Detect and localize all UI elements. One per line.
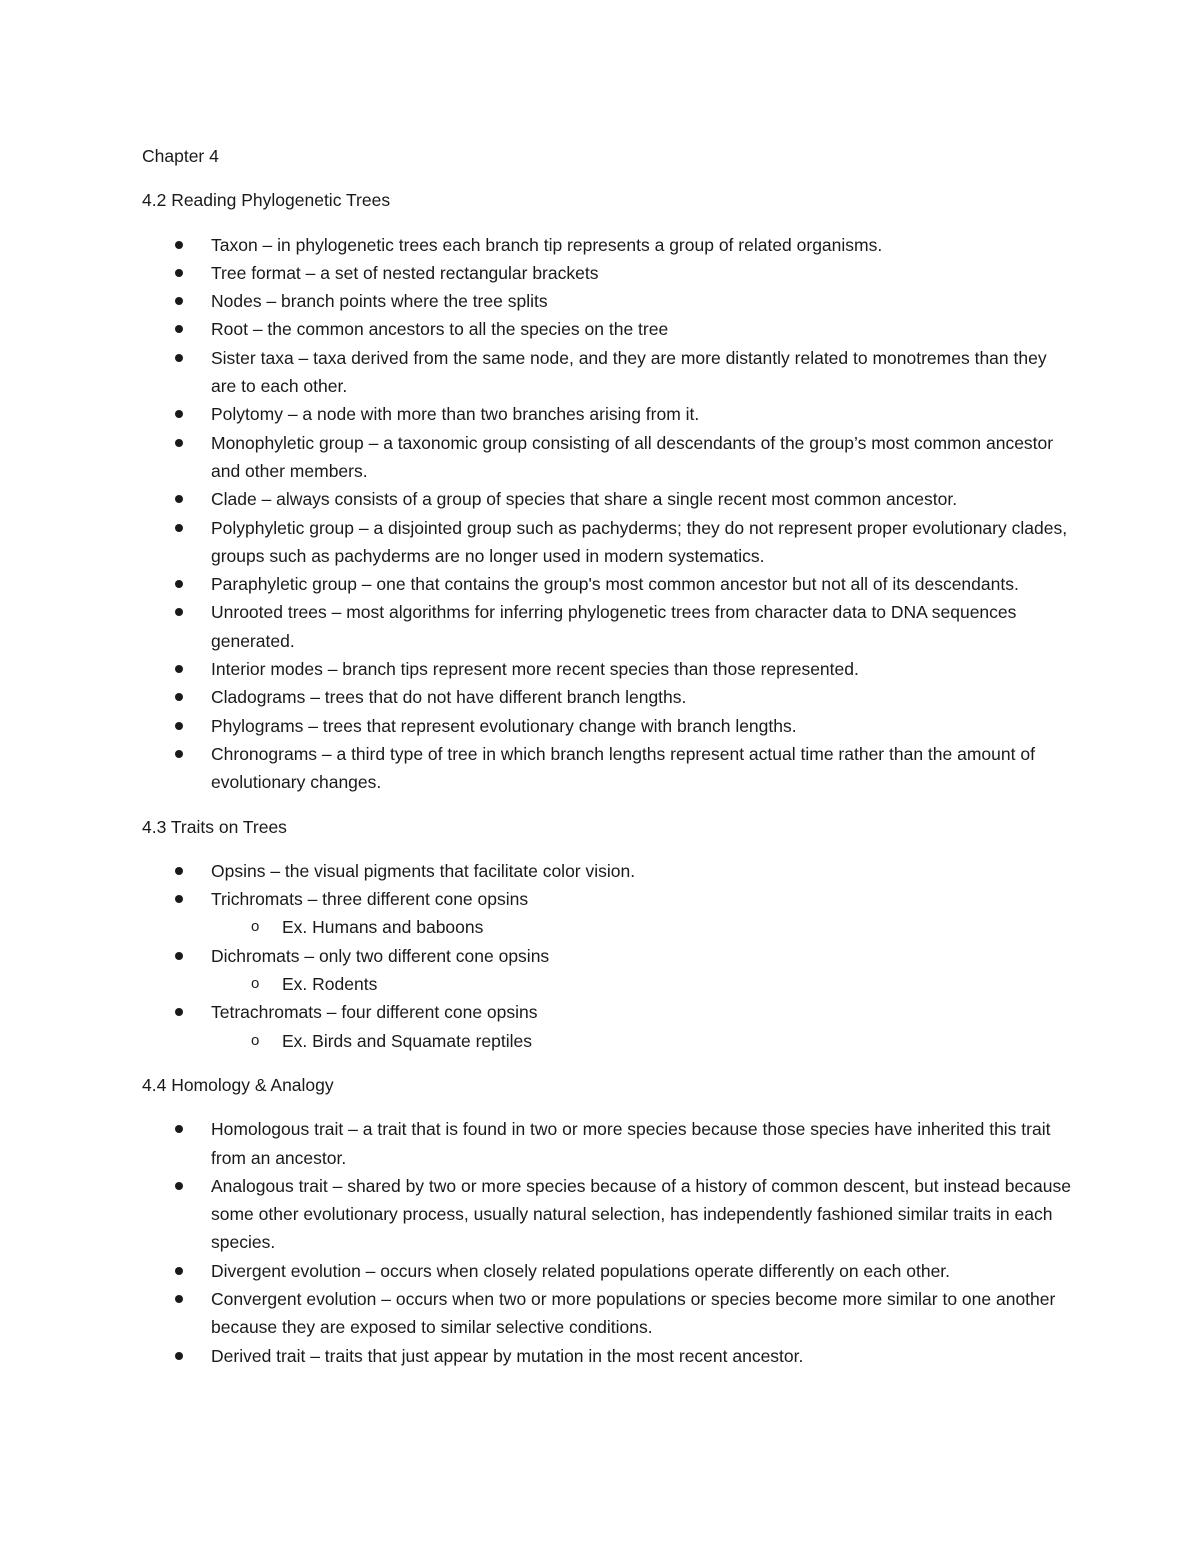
- list-item: [142, 655, 1072, 683]
- list-item: [142, 998, 1072, 1055]
- bullet-icon: [175, 750, 183, 758]
- list-item: [142, 485, 1072, 513]
- bullet-icon: [175, 269, 183, 277]
- list-item: [142, 1257, 1072, 1285]
- bullet-icon: [175, 1182, 183, 1190]
- list-item-text: Dichromats – only two different cone opsins: [211, 945, 550, 966]
- sub-list-item-text: Ex. Rodents: [282, 974, 378, 995]
- sub-bullet-icon: o: [251, 975, 260, 993]
- bullet-icon: [175, 410, 183, 418]
- bullet-icon: [175, 722, 183, 730]
- list-item: [142, 1342, 1072, 1370]
- list-item-text: Interior modes – branch tips represent more recent species than those represented.: [211, 659, 859, 680]
- section-heading-4-3: 4.3 Traits on Trees: [142, 816, 287, 837]
- bullet-icon: [175, 895, 183, 903]
- list-item: [142, 598, 1072, 655]
- list-item-text: Opsins – the visual pigments that facilitate color vision.: [211, 860, 636, 881]
- list-item: [142, 683, 1072, 711]
- list-item: [142, 259, 1072, 287]
- bullet-icon: [175, 524, 183, 532]
- bullet-icon: [175, 495, 183, 503]
- bullet-icon: [175, 867, 183, 875]
- list-item-text: Polyphyletic group – a disjointed group such as pachyderms; they do not represent proper evolutionary clades, groups such as pachyderms are no longer used in modern systematics.: [211, 517, 1068, 566]
- sub-list-item: [211, 913, 1072, 941]
- bullet-icon: [175, 1125, 183, 1133]
- bullet-list-4-2: [142, 231, 1072, 797]
- list-item-text: Analogous trait – shared by two or more species because of a history of common descent, but instead because some other evolutionary process, usually natural selection, has independently fashioned similar traits in each species.: [211, 1175, 1071, 1253]
- sub-list-item: [211, 970, 1072, 998]
- bullet-icon: [175, 1295, 183, 1303]
- sub-list-item: [211, 1027, 1072, 1055]
- list-item: [142, 712, 1072, 740]
- list-item-text: Convergent evolution – occurs when two or more populations or species become more similar to one another because they are exposed to similar selective conditions.: [211, 1288, 1056, 1338]
- list-item-text: Paraphyletic group – one that contains the group's most common ancestor but not all of its descendants.: [211, 574, 1019, 595]
- list-item: [142, 740, 1072, 797]
- list-item-text: Homologous trait – a trait that is found in two or more species because those species have inherited this trait from an ancestor.: [211, 1119, 1051, 1168]
- list-item: [142, 344, 1072, 401]
- list-item: [142, 942, 1072, 999]
- list-item-text: Root – the common ancestors to all the species on the tree: [211, 319, 669, 340]
- list-item-text: Derived trait – traits that just appear by mutation in the most recent ancestor.: [211, 1345, 804, 1366]
- sub-list: [211, 1027, 1072, 1055]
- list-item: [142, 1285, 1072, 1342]
- chapter-title: Chapter 4: [142, 146, 219, 166]
- sub-bullet-icon: o: [251, 1031, 260, 1049]
- list-item-text: Monophyletic group – a taxonomic group consisting of all descendants of the group’s most common ancestor and other members.: [211, 432, 1054, 481]
- bullet-icon: [175, 693, 183, 701]
- list-item-text: Tetrachromats – four different cone opsins: [211, 1002, 538, 1023]
- bullet-icon: [175, 1267, 183, 1275]
- list-item: [142, 1115, 1072, 1172]
- bullet-icon: [175, 241, 183, 249]
- list-item-text: Unrooted trees – most algorithms for inferring phylogenetic trees from character data to DNA sequences generated.: [211, 602, 1017, 651]
- sub-list-item-text: Ex. Birds and Squamate reptiles: [282, 1030, 532, 1051]
- section-heading-4-2: 4.2 Reading Phylogenetic Trees: [142, 190, 391, 211]
- list-item: [142, 400, 1072, 428]
- bullet-icon: [175, 325, 183, 333]
- bullet-icon: [175, 1008, 183, 1016]
- list-item: [142, 514, 1072, 571]
- list-item-text: Nodes – branch points where the tree splits: [211, 291, 548, 312]
- bullet-icon: [175, 580, 183, 588]
- list-item: [142, 570, 1072, 598]
- list-item: [142, 287, 1072, 315]
- sub-list: [211, 913, 1072, 941]
- list-item-text: Divergent evolution – occurs when closely related populations operate differently on each other.: [211, 1260, 951, 1281]
- list-item-text: Cladograms – trees that do not have different branch lengths.: [211, 687, 687, 708]
- list-item-text: Taxon – in phylogenetic trees each branch tip represents a group of related organisms.: [211, 234, 883, 255]
- bullet-icon: [175, 952, 183, 960]
- sub-list: [211, 970, 1072, 998]
- list-item: [142, 231, 1072, 259]
- bullet-icon: [175, 439, 183, 447]
- section-heading-4-4: 4.4 Homology & Analogy: [142, 1074, 334, 1095]
- sub-bullet-icon: o: [251, 918, 260, 936]
- list-item: [142, 429, 1072, 486]
- list-item-text: Tree format – a set of nested rectangular brackets: [211, 262, 599, 283]
- list-item: [142, 857, 1072, 885]
- list-item-text: Polytomy – a node with more than two branches arising from it.: [211, 404, 700, 425]
- list-item: [142, 315, 1072, 343]
- bullet-icon: [175, 354, 183, 362]
- bullet-icon: [175, 665, 183, 673]
- list-item: [142, 885, 1072, 942]
- list-item-text: Phylograms – trees that represent evolutionary change with branch lengths.: [211, 715, 797, 736]
- bullet-list-4-4: [142, 1115, 1072, 1370]
- document-page: [142, 142, 1072, 1386]
- bullet-list-4-3: [142, 857, 1072, 1055]
- bullet-icon: [175, 297, 183, 305]
- list-item-text: Clade – always consists of a group of species that share a single recent most common ancestor.: [211, 489, 958, 510]
- bullet-icon: [175, 608, 183, 616]
- list-item-text: Chronograms – a third type of tree in which branch lengths represent actual time rather than the amount of evolutionary changes.: [211, 743, 1035, 793]
- list-item: [142, 1172, 1072, 1257]
- list-item-text: Sister taxa – taxa derived from the same node, and they are more distantly related to monotremes than they are to each other.: [211, 347, 1047, 397]
- bullet-icon: [175, 1352, 183, 1360]
- sub-list-item-text: Ex. Humans and baboons: [282, 917, 484, 938]
- list-item-text: Trichromats – three different cone opsins: [211, 889, 529, 910]
